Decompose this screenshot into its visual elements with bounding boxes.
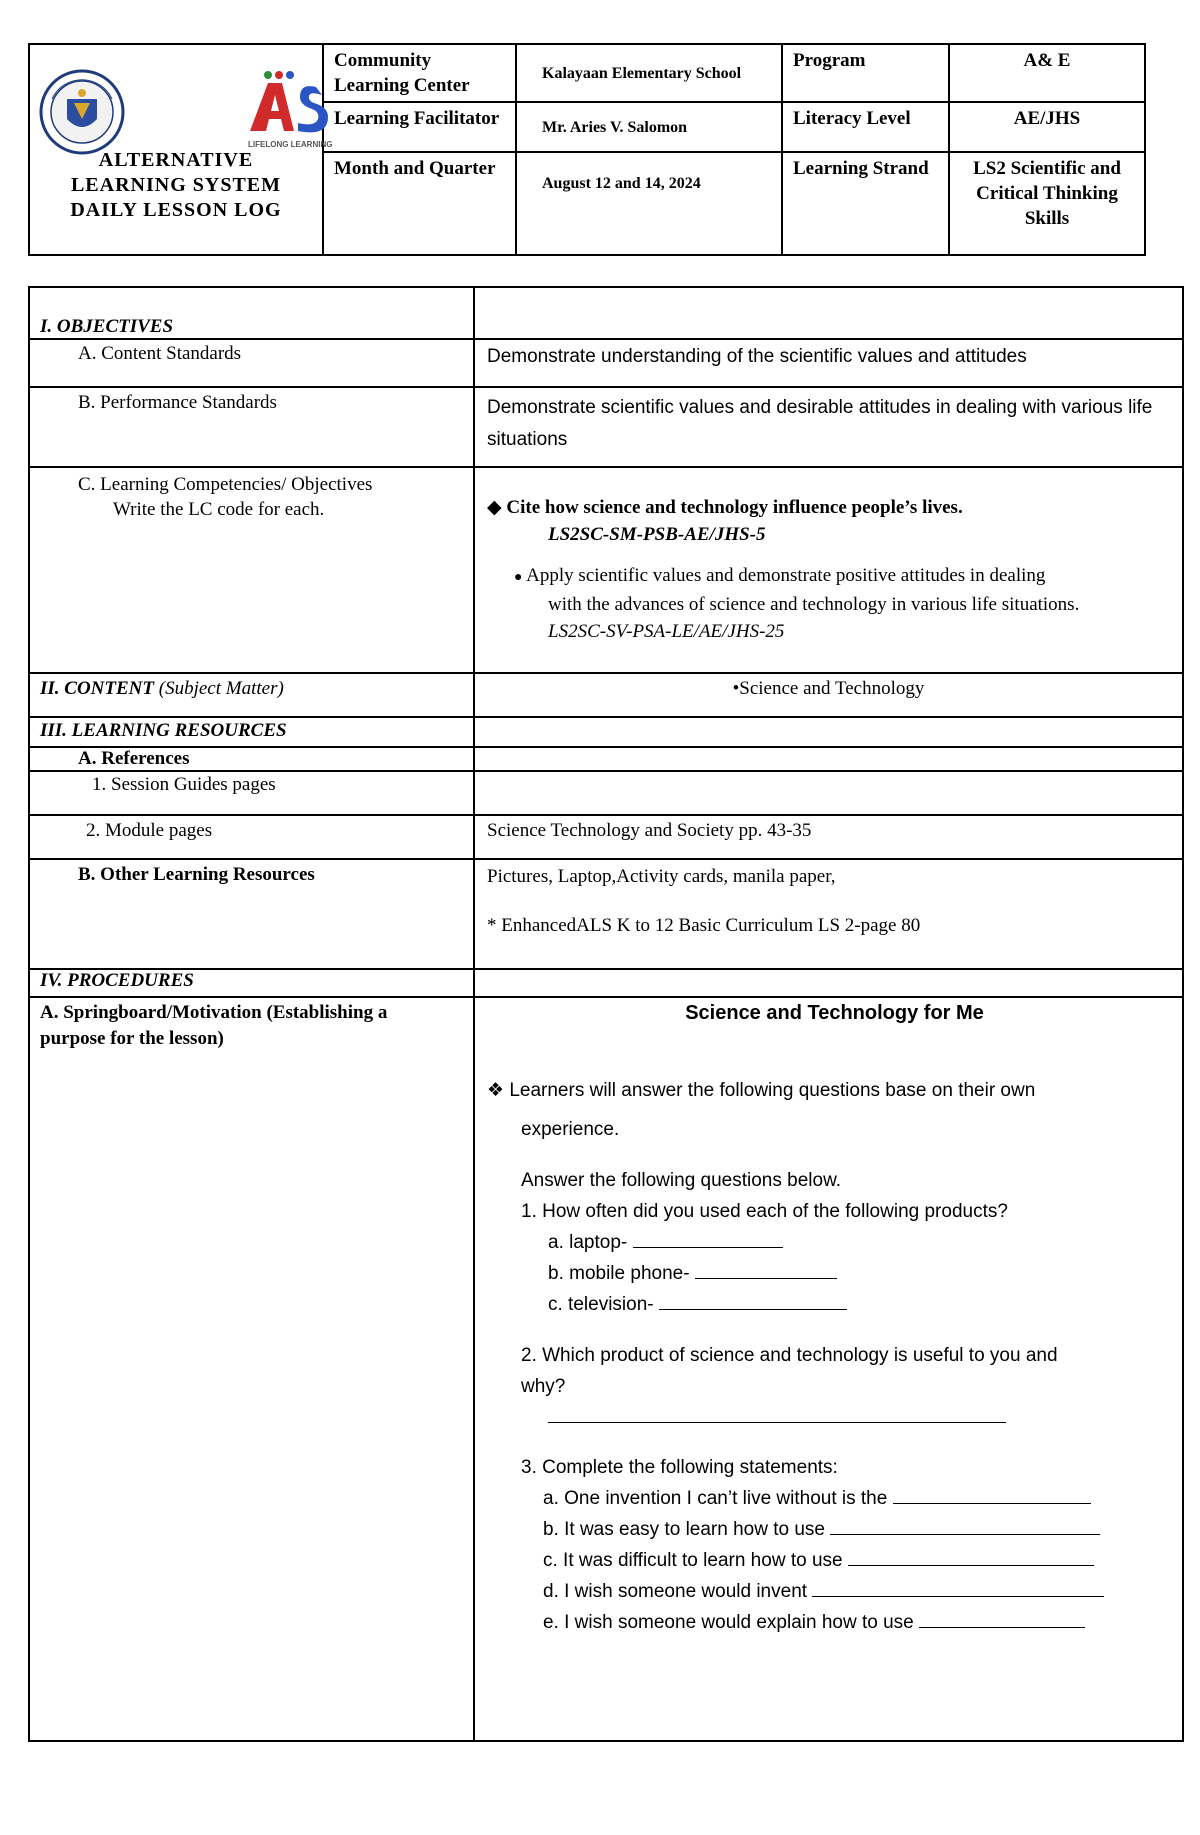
question-1: 1. How often did you used each of the following products? xyxy=(521,1201,1008,1222)
references-label: A. References xyxy=(29,747,474,771)
program-value: A& E xyxy=(949,44,1145,102)
program-label: Program xyxy=(782,44,949,102)
content-standards-label: A. Content Standards xyxy=(29,339,474,387)
content-standards-value: Demonstrate understanding of the scientific values and attitudes xyxy=(474,339,1183,387)
q1-item-mobile xyxy=(487,1258,1182,1289)
procedures-heading xyxy=(29,969,474,997)
diamond-sparkle-bullet-icon: ❖ xyxy=(487,1080,505,1101)
q3-item-a xyxy=(487,1483,1182,1514)
competency-2-text-1: Apply scientific values and demonstrate positive attitudes in dealing xyxy=(526,565,1046,586)
content-subtitle: (Subject Matter) xyxy=(158,678,284,699)
competency-1-code: LS2SC-SM-PSB-AE/JHS-5 xyxy=(548,524,766,545)
other-resources-label: B. Other Learning Resources xyxy=(29,859,474,969)
other-resources-value-2: * EnhancedALS K to 12 Basic Curriculum LS 2-page 80 xyxy=(487,915,921,936)
system-title xyxy=(30,148,322,223)
question-2-line-1: 2. Which product of science and technology is useful to you and xyxy=(521,1345,1058,1366)
session-guides-label: 1. Session Guides pages xyxy=(29,771,474,815)
answer-blank[interactable] xyxy=(919,1609,1085,1628)
performance-standards-value: Demonstrate scientific values and desirable attitudes in dealing with various life situations xyxy=(474,387,1183,467)
q3-item-d-label: d. I wish someone would invent xyxy=(543,1581,808,1602)
competency-2-text-2: with the advances of science and technology in various life situations. xyxy=(548,594,1080,615)
other-resources-value-1: Pictures, Laptop,Activity cards, manila paper, xyxy=(487,866,836,887)
q3-item-b xyxy=(487,1514,1182,1545)
module-pages-label: 2. Module pages xyxy=(29,815,474,859)
competencies-sub: Write the LC code for each. xyxy=(113,499,325,520)
q1-item-television xyxy=(487,1289,1182,1320)
logo-cell xyxy=(29,44,332,255)
clc-label: Community Learning Center xyxy=(323,44,516,102)
q3-item-a-label: a. One invention I can’t live without is the xyxy=(543,1488,888,1509)
header-table xyxy=(28,43,1146,256)
competency-2-code: LS2SC-SV-PSA-LE/AE/JHS-25 xyxy=(548,621,785,642)
session-guides-value xyxy=(474,771,1183,815)
performance-standards-label: B. Performance Standards xyxy=(29,387,474,467)
answer-blank[interactable] xyxy=(633,1229,783,1248)
springboard-label: A. Springboard/Motivation (Establishing a purpose for the lesson) xyxy=(29,997,474,1741)
q3-item-c xyxy=(487,1545,1182,1576)
content-heading xyxy=(29,673,474,717)
objectives-title: I. OBJECTIVES xyxy=(40,316,174,337)
facilitator-label: Learning Facilitator xyxy=(323,102,516,152)
q1-item-laptop xyxy=(487,1227,1182,1258)
answer-blank[interactable] xyxy=(659,1291,847,1310)
activity-title: Science and Technology for Me xyxy=(685,1002,984,1024)
resources-blank xyxy=(474,717,1183,747)
q3-item-e-label: e. I wish someone would explain how to use xyxy=(543,1612,914,1633)
q1-item-laptop-label: a. laptop- xyxy=(548,1232,628,1253)
system-title-line2: LEARNING SYSTEM xyxy=(70,174,282,196)
clc-value: Kalayaan Elementary School xyxy=(516,44,782,102)
competencies-label-cell xyxy=(29,467,474,673)
strand-label: Learning Strand xyxy=(782,152,949,255)
procedures-blank xyxy=(474,969,1183,997)
instruction: Answer the following questions below. xyxy=(521,1170,842,1191)
q3-item-d xyxy=(487,1576,1182,1607)
springboard-content xyxy=(474,997,1183,1741)
diamond-bullet-icon: ◆ xyxy=(487,497,502,518)
q3-item-c-label: c. It was difficult to learn how to use xyxy=(543,1550,843,1571)
competency-1-text: Cite how science and technology influence people’s lives. xyxy=(506,497,963,518)
lesson-log-table xyxy=(28,286,1184,1742)
literacy-label: Literacy Level xyxy=(782,102,949,152)
resources-heading xyxy=(29,717,474,747)
question-2-line-2: why? xyxy=(521,1376,566,1397)
als-logo xyxy=(248,69,332,153)
month-label: Month and Quarter xyxy=(323,152,516,255)
system-title-line1: ALTERNATIVE xyxy=(98,149,254,171)
answer-blank[interactable] xyxy=(695,1260,837,1279)
competencies-value-cell xyxy=(474,467,1183,673)
q3-item-b-label: b. It was easy to learn how to use xyxy=(543,1519,825,1540)
deped-seal-logo xyxy=(34,69,130,155)
competencies-label: C. Learning Competencies/ Objectives xyxy=(78,474,373,495)
round-bullet-icon: ● xyxy=(514,570,523,585)
answer-blank[interactable] xyxy=(830,1516,1100,1535)
q1-item-television-label: c. television- xyxy=(548,1294,654,1315)
procedures-title: IV. PROCEDURES xyxy=(40,970,194,991)
q2-answer-line xyxy=(487,1402,1182,1430)
strand-value: LS2 Scientific and Critical Thinking Skills xyxy=(949,152,1145,255)
answer-blank[interactable] xyxy=(848,1547,1094,1566)
objectives-heading xyxy=(29,287,474,339)
question-3: 3. Complete the following statements: xyxy=(521,1457,838,1478)
references-blank xyxy=(474,747,1183,771)
intro-line-1: Learners will answer the following questions base on their own xyxy=(509,1080,1036,1101)
intro-line-2: experience. xyxy=(521,1119,620,1140)
answer-blank[interactable] xyxy=(548,1404,1006,1423)
system-title-line3: DAILY LESSON LOG xyxy=(70,199,282,221)
other-resources-cell xyxy=(474,859,1183,969)
answer-blank[interactable] xyxy=(893,1485,1091,1504)
month-value: August 12 and 14, 2024 xyxy=(516,152,782,255)
objectives-blank xyxy=(474,287,1183,339)
literacy-value: AE/JHS xyxy=(949,102,1145,152)
q1-item-mobile-label: b. mobile phone- xyxy=(548,1263,690,1284)
als-logo-tagline: LIFELONG LEARNING xyxy=(248,140,332,149)
answer-blank[interactable] xyxy=(812,1578,1104,1597)
q3-item-e xyxy=(487,1607,1182,1638)
content-title: II. CONTENT xyxy=(40,678,155,699)
facilitator-value: Mr. Aries V. Salomon xyxy=(516,102,782,152)
resources-title: III. LEARNING RESOURCES xyxy=(40,720,287,741)
content-value: •Science and Technology xyxy=(474,673,1183,717)
module-pages-value: Science Technology and Society pp. 43-35 xyxy=(474,815,1183,859)
